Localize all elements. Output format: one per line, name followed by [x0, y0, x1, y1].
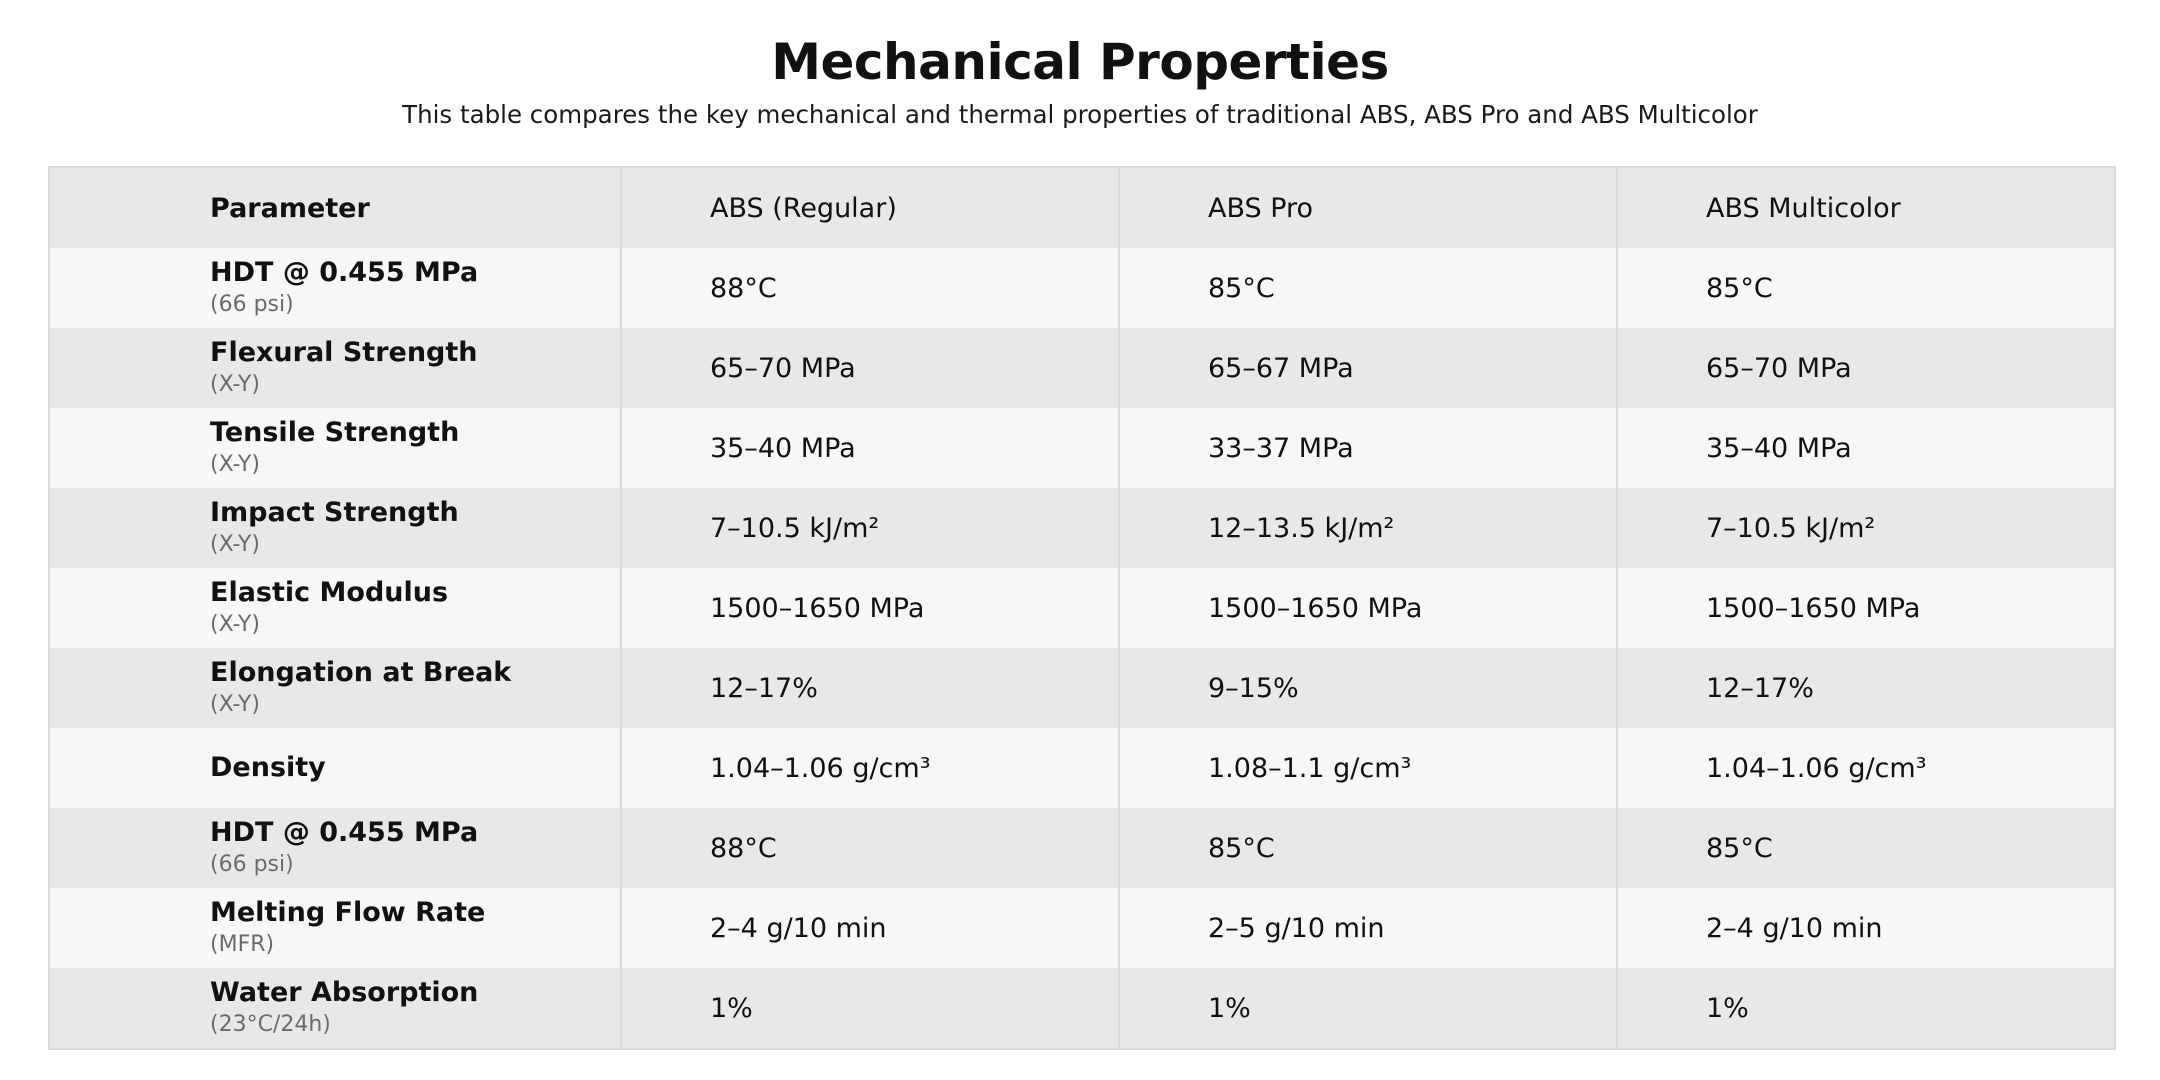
abs-pro-value: 12–13.5 kJ/m²: [1119, 488, 1617, 568]
table-row: [49, 888, 2115, 968]
parameter-condition: (X-Y): [210, 692, 260, 717]
abs-pro-value: 33–37 MPa: [1119, 408, 1617, 488]
parameter-name: HDT @ 0.455 MPa: [210, 817, 479, 848]
column-header-abs-pro: ABS Pro: [1119, 167, 1617, 248]
abs-multicolor-value: 1.04–1.06 g/cm³: [1706, 752, 1927, 784]
table-row: [49, 968, 2115, 1049]
parameter-condition: (X-Y): [210, 372, 260, 397]
parameter-name: Elastic Modulus: [210, 577, 449, 608]
table-row: [49, 408, 2115, 488]
parameter-cell: [49, 408, 621, 488]
abs-pro-value: 2–5 g/10 min: [1119, 888, 1617, 968]
parameter-cell: [49, 488, 621, 568]
table-header-row: [49, 167, 2115, 248]
parameter-condition: (X-Y): [210, 452, 260, 477]
abs-multicolor-value: 7–10.5 kJ/m²: [1706, 512, 1876, 544]
parameter-condition: (23°C/24h): [210, 1012, 331, 1037]
table-row: [49, 248, 2115, 328]
abs-pro-value: 85°C: [1119, 248, 1617, 328]
abs-multicolor-value: 1500–1650 MPa: [1706, 592, 1921, 624]
parameter-name: Tensile Strength: [210, 417, 460, 448]
page-title: Mechanical Properties: [771, 33, 1389, 91]
parameter-cell: [49, 888, 621, 968]
abs-regular-value: 88°C: [621, 808, 1119, 888]
abs-pro-value: 1.08–1.1 g/cm³: [1119, 728, 1617, 808]
abs-regular-value: 88°C: [621, 248, 1119, 328]
parameter-cell: [49, 648, 621, 728]
table-row: [49, 328, 2115, 408]
abs-multicolor-value: 85°C: [1706, 832, 1773, 864]
abs-regular-value: 1500–1650 MPa: [621, 568, 1119, 648]
abs-multicolor-value: 65–70 MPa: [1706, 352, 1852, 384]
abs-regular-value: 1.04–1.06 g/cm³: [621, 728, 1119, 808]
abs-pro-value: 1500–1650 MPa: [1119, 568, 1617, 648]
abs-regular-value: 7–10.5 kJ/m²: [621, 488, 1119, 568]
page-subtitle: This table compares the key mechanical and thermal properties of traditional ABS, ABS Pro and ABS Multicolor: [402, 100, 1758, 129]
table-row: [49, 648, 2115, 728]
parameter-condition: (X-Y): [210, 532, 260, 557]
table-row: [49, 488, 2115, 568]
abs-pro-value: 65–67 MPa: [1119, 328, 1617, 408]
parameter-cell: [49, 808, 621, 888]
column-header-abs-regular: ABS (Regular): [621, 167, 1119, 248]
parameter-name: Melting Flow Rate: [210, 897, 486, 928]
table-body: [49, 248, 2115, 1049]
parameter-condition: (66 psi): [210, 292, 294, 317]
table-row: [49, 808, 2115, 888]
abs-multicolor-value: 1%: [1706, 992, 1749, 1024]
abs-multicolor-value: 12–17%: [1706, 672, 1814, 704]
abs-pro-value: 85°C: [1119, 808, 1617, 888]
table-row: [49, 568, 2115, 648]
parameter-condition: (X-Y): [210, 612, 260, 637]
abs-regular-value: 65–70 MPa: [621, 328, 1119, 408]
parameter-cell: [49, 568, 621, 648]
properties-table: [48, 166, 2116, 1050]
column-header-parameter: Parameter: [49, 167, 621, 248]
parameter-cell: [49, 248, 621, 328]
parameter-cell: [49, 968, 621, 1049]
parameter-name: HDT @ 0.455 MPa: [210, 257, 479, 288]
parameter-condition: (MFR): [210, 932, 275, 957]
parameter-condition: (66 psi): [210, 852, 294, 877]
abs-pro-value: 9–15%: [1119, 648, 1617, 728]
parameter-name: Flexural Strength: [210, 337, 478, 368]
parameter-cell: [49, 328, 621, 408]
parameter-name: Water Absorption: [210, 977, 479, 1008]
parameter-name: Density: [210, 752, 326, 783]
parameter-name: Impact Strength: [210, 497, 459, 528]
parameter-name: Elongation at Break: [210, 657, 512, 688]
abs-pro-value: 1%: [1119, 968, 1617, 1049]
abs-regular-value: 1%: [621, 968, 1119, 1049]
table-row: [49, 728, 2115, 808]
abs-multicolor-value: 2–4 g/10 min: [1706, 912, 1883, 944]
parameter-cell: [49, 728, 621, 808]
abs-regular-value: 35–40 MPa: [621, 408, 1119, 488]
abs-multicolor-value: 85°C: [1706, 272, 1773, 304]
column-header-abs-multicolor: ABS Multicolor: [1706, 192, 1901, 224]
abs-regular-value: 2–4 g/10 min: [621, 888, 1119, 968]
abs-regular-value: 12–17%: [621, 648, 1119, 728]
abs-multicolor-value: 35–40 MPa: [1706, 432, 1852, 464]
